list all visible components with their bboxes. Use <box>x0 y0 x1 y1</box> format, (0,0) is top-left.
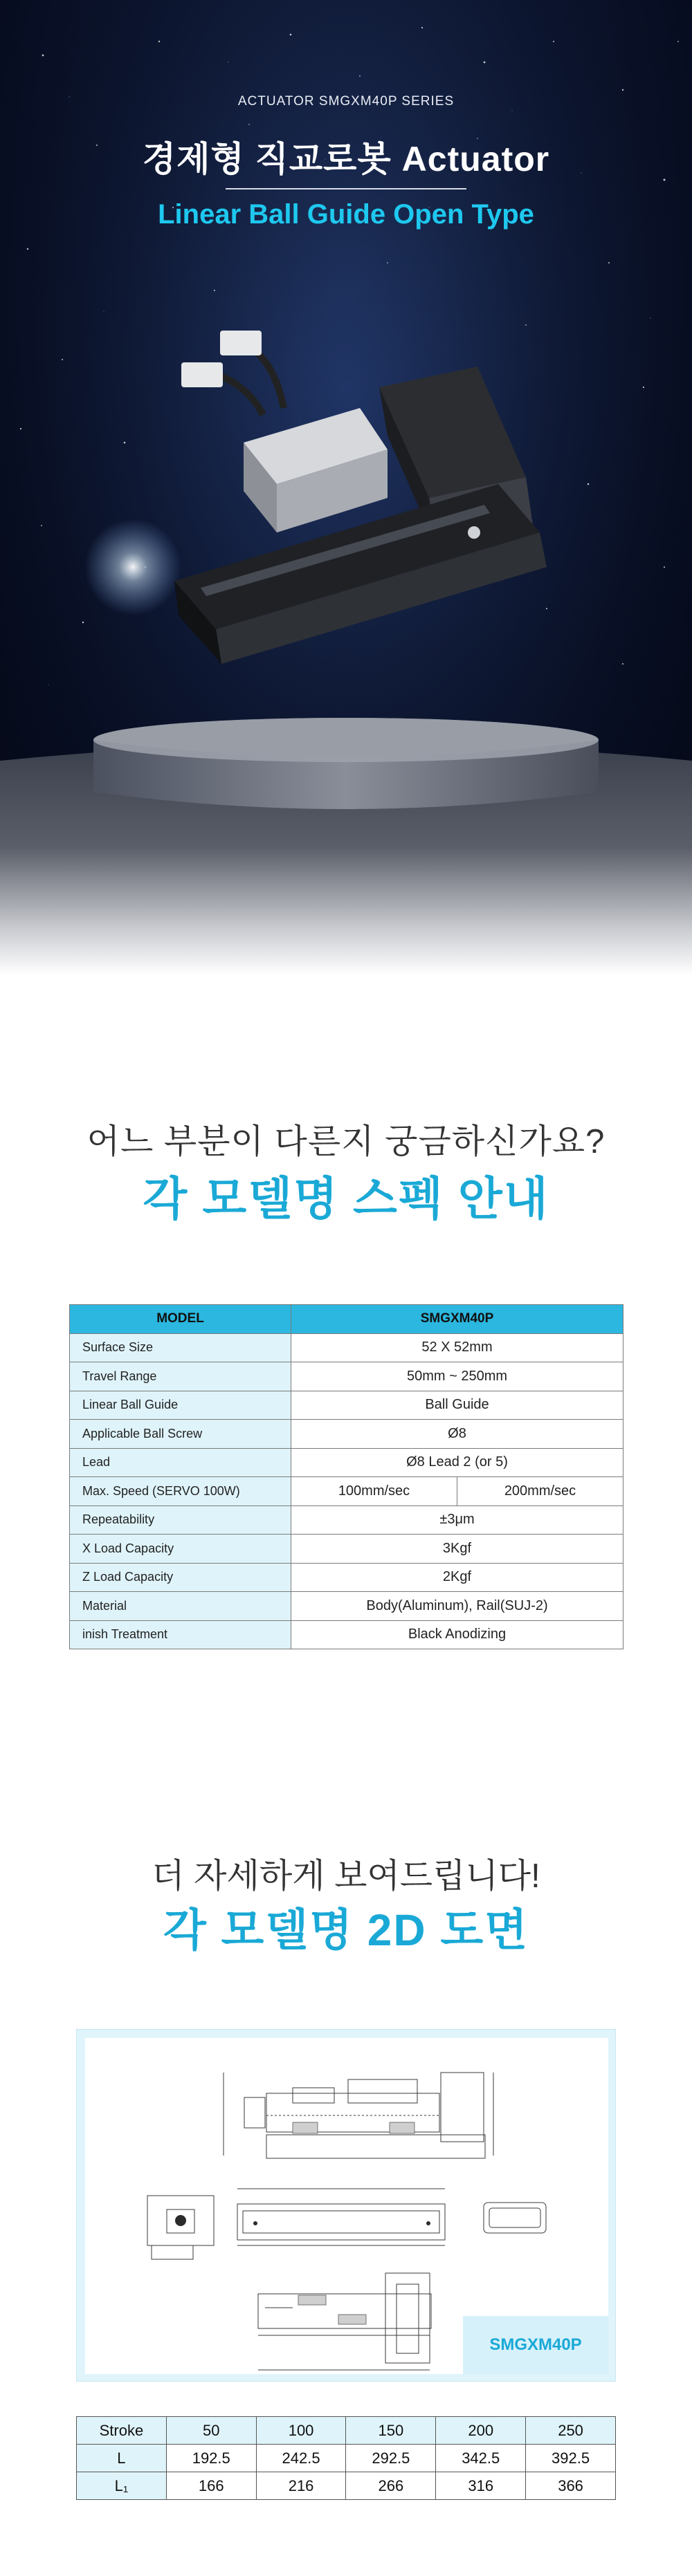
table-row <box>70 1620 623 1649</box>
hero-subtitle: Linear Ball Guide Open Type <box>158 199 534 230</box>
stroke-header-cell: 150 <box>346 2417 436 2445</box>
model-tag: SMGXM40P <box>463 2316 608 2374</box>
table-row <box>77 2472 616 2500</box>
spec-label: Z Load Capacity <box>70 1563 291 1592</box>
spec-value: Black Anodizing <box>291 1620 623 1649</box>
stroke-row-label: L <box>77 2445 167 2472</box>
spec-label: Max. Speed (SERVO 100W) <box>70 1477 291 1506</box>
drawing-heading: 각 모델명 2D 도면 <box>163 1905 529 1955</box>
table-row <box>70 1477 623 1506</box>
table-row <box>77 2445 616 2472</box>
spec-value: 100mm/sec <box>291 1477 457 1506</box>
stroke-cell: 392.5 <box>526 2445 616 2472</box>
table-row <box>70 1563 623 1592</box>
table-row <box>70 1333 623 1362</box>
spec-label: Material <box>70 1592 291 1621</box>
spec-value: 200mm/sec <box>457 1477 623 1506</box>
spec-value: 50mm ~ 250mm <box>291 1362 623 1391</box>
spec-value: 3Kgf <box>291 1535 623 1564</box>
spec-header-model: SMGXM40P <box>291 1305 623 1334</box>
table-row <box>70 1505 623 1535</box>
table-row <box>70 1420 623 1449</box>
stroke-cell: 192.5 <box>166 2445 256 2472</box>
spec-label: Lead <box>70 1448 291 1477</box>
stroke-header-cell: 50 <box>166 2417 256 2445</box>
spec-label: Repeatability <box>70 1505 291 1535</box>
spec-value: Body(Aluminum), Rail(SUJ-2) <box>291 1592 623 1621</box>
stroke-cell: 292.5 <box>346 2445 436 2472</box>
stroke-cell: 342.5 <box>436 2445 526 2472</box>
spec-value: 52 X 52mm <box>291 1333 623 1362</box>
stroke-cell: 166 <box>166 2472 256 2500</box>
spec-value: ±3μm <box>291 1505 623 1535</box>
spec-label: Surface Size <box>70 1333 291 1362</box>
series-label: ACTUATOR SMGXM40P SERIES <box>237 94 455 109</box>
spec-header-row <box>70 1305 623 1334</box>
technical-drawing <box>85 2038 608 2374</box>
spec-label: Applicable Ball Screw <box>70 1420 291 1449</box>
spec-value: Ø8 Lead 2 (or 5) <box>291 1448 623 1477</box>
table-row <box>70 1592 623 1621</box>
stroke-cell: 242.5 <box>256 2445 346 2472</box>
stroke-cell: 316 <box>436 2472 526 2500</box>
stroke-header-cell: 100 <box>256 2417 346 2445</box>
stroke-header-cell: 250 <box>526 2417 616 2445</box>
actuator-product-image <box>0 0 692 975</box>
spec-label: Travel Range <box>70 1362 291 1391</box>
table-row <box>70 1535 623 1564</box>
spec-heading: 각 모델명 스펙 안내 <box>143 1173 549 1224</box>
stroke-header-cell: Stroke <box>77 2417 167 2445</box>
drawing-panel <box>76 2029 616 2382</box>
spec-label: X Load Capacity <box>70 1535 291 1564</box>
stroke-cell: 366 <box>526 2472 616 2500</box>
spec-label: inish Treatment <box>70 1620 291 1649</box>
stroke-header-cell: 200 <box>436 2417 526 2445</box>
spec-value: Ball Guide <box>291 1391 623 1420</box>
spec-value: 2Kgf <box>291 1563 623 1592</box>
hero-banner <box>0 0 692 975</box>
spec-question: 어느 부분이 다른지 궁금하신가요? <box>86 1123 606 1160</box>
table-row <box>70 1362 623 1391</box>
table-row <box>70 1391 623 1420</box>
stroke-header-row <box>77 2417 616 2445</box>
stroke-row-label: L₁ <box>77 2472 167 2500</box>
spec-table <box>69 1304 623 1649</box>
spec-value: Ø8 <box>291 1420 623 1449</box>
stroke-cell: 216 <box>256 2472 346 2500</box>
stroke-table <box>76 2416 616 2500</box>
hero-title: 경제형 직교로봇 Actuator <box>142 140 550 178</box>
connector-icon <box>181 331 262 387</box>
stroke-cell: 266 <box>346 2472 436 2500</box>
spec-header-label: MODEL <box>70 1305 291 1334</box>
drawing-question: 더 자세하게 보여드립니다! <box>152 1857 540 1895</box>
table-row <box>70 1448 623 1477</box>
spec-label: Linear Ball Guide <box>70 1391 291 1420</box>
